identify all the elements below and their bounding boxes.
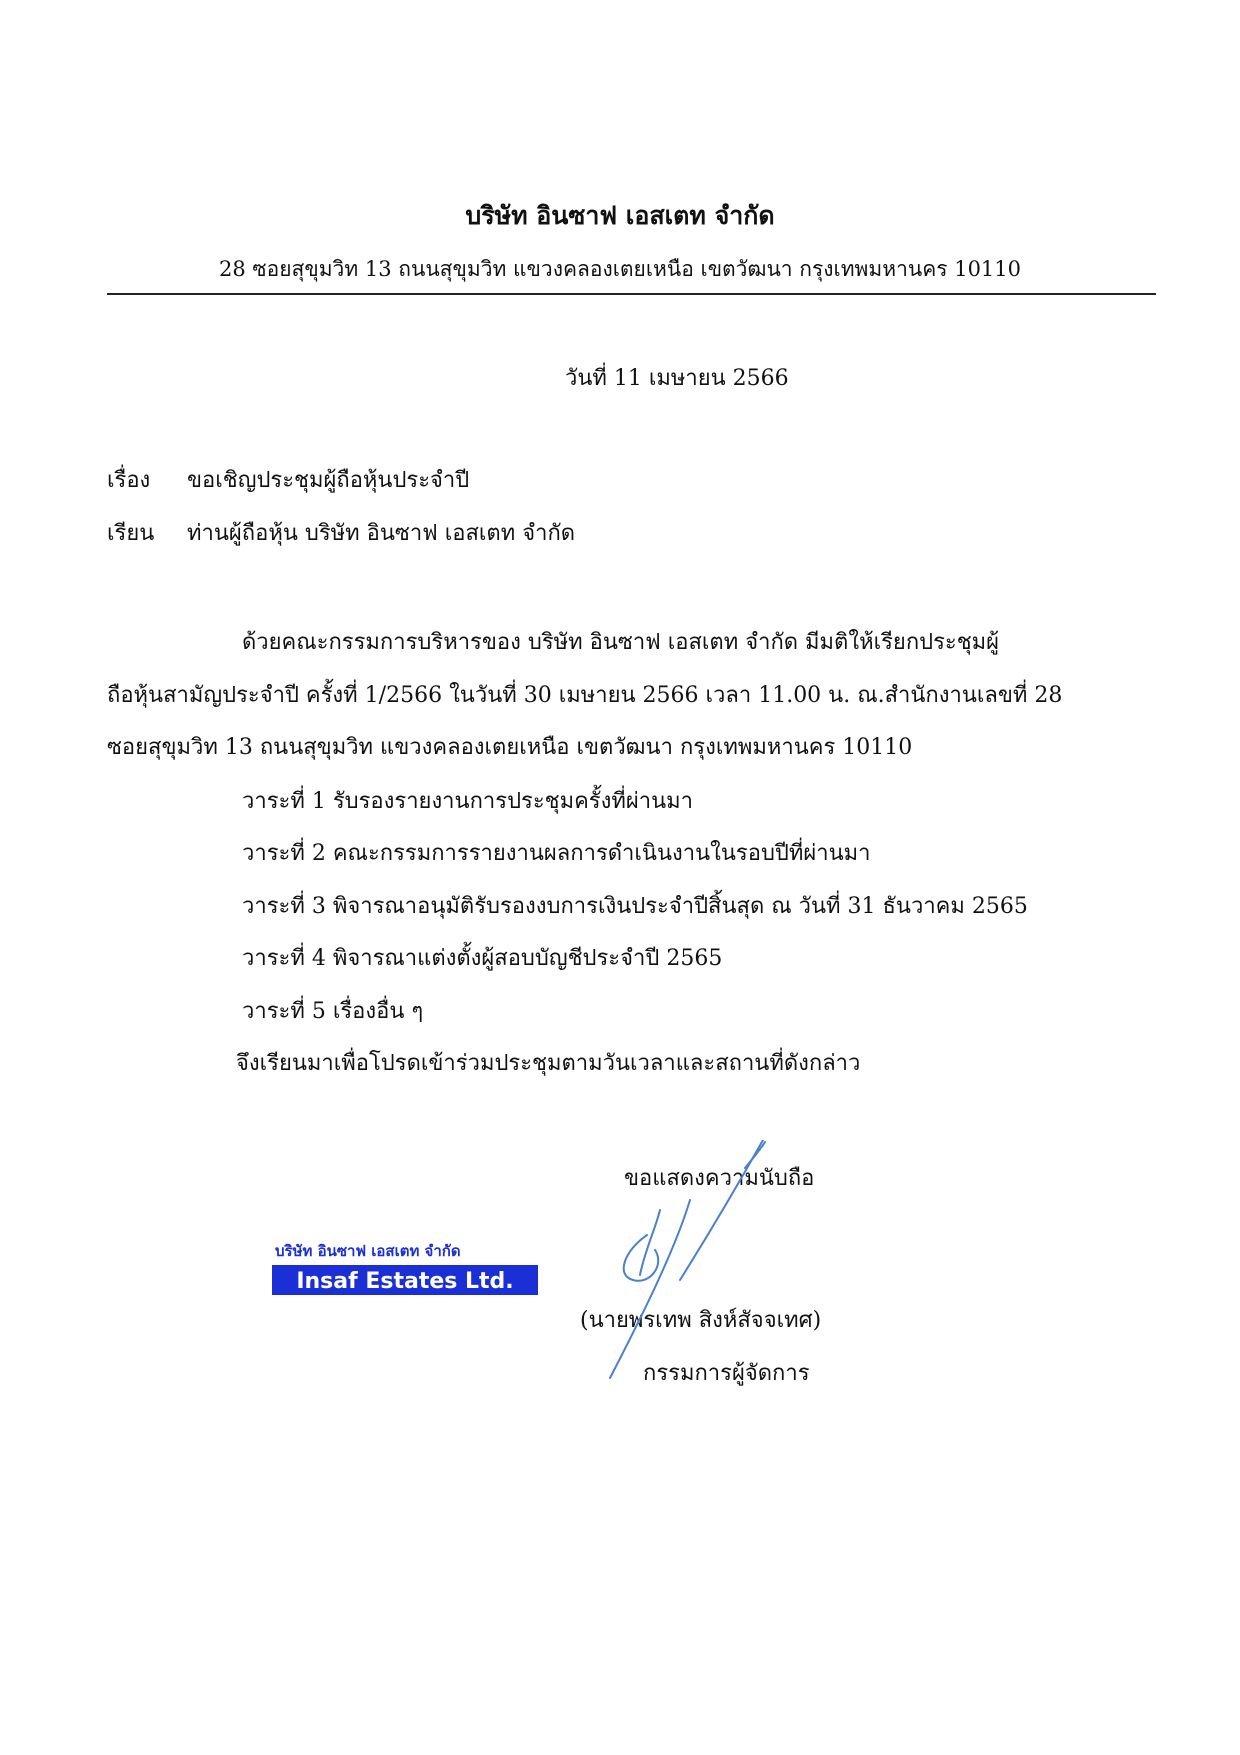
agenda-item-3: วาระที่ 3 พิจารณาอนุมัติรับรองงบการเงินประจำปีสิ้นสุด ณ วันที่ 31 ธันวาคม 2565 xyxy=(242,894,1028,919)
closing-line: จึงเรียนมาเพื่อโปรดเข้าร่วมประชุมตามวันเวลาและสถานที่ดังกล่าว xyxy=(236,1051,861,1076)
agenda-item-2: วาระที่ 2 คณะกรรมการรายงานผลการดำเนินงานในรอบปีที่ผ่านมา xyxy=(242,841,871,866)
signer-title: กรรมการผู้จัดการ xyxy=(643,1361,810,1386)
recipient-text: ท่านผู้ถือหุ้น บริษัท อินซาฟ เอสเตท จำกัด xyxy=(187,521,576,546)
stamp-english-text: Insaf Estates Ltd. xyxy=(296,1269,514,1294)
signature-regards: ขอแสดงความนับถือ xyxy=(624,1166,815,1191)
company-address: 28 ซอยสุขุมวิท 13 ถนนสุขุมวิท แขวงคลองเตยเหนือ เขตวัฒนา กรุงเทพมหานคร 10110 xyxy=(218,257,1022,281)
handwritten-signature xyxy=(585,1140,805,1380)
subject-text: ขอเชิญประชุมผู้ถือหุ้นประจำปี xyxy=(187,468,470,493)
letter-date: วันที่ 11 เมษายน 2566 xyxy=(565,366,789,391)
recipient-row xyxy=(107,515,575,550)
agenda-item-4: วาระที่ 4 พิจารณาแต่งตั้งผู้สอบบัญชีประจำปี 2565 xyxy=(242,946,723,971)
body-line-2: ถือหุ้นสามัญประจำปี ครั้งที่ 1/2566 ในวันที่ 30 เมษายน 2566 เวลา 11.00 น. ณ.สำนักงานเลขที่ 28 xyxy=(107,683,1063,708)
signer-name: (นายพรเทพ สิงห์สัจจเทศ) xyxy=(580,1308,822,1333)
recipient-label: เรียน xyxy=(107,521,155,546)
subject-row xyxy=(107,462,469,497)
agenda-item-1: วาระที่ 1 รับรองรายงานการประชุมครั้งที่ผ่านมา xyxy=(242,789,694,814)
stamp-thai-text: บริษัท อินซาฟ เอสเตท จำกัด xyxy=(275,1242,461,1260)
body-line-1: ด้วยคณะกรรมการบริหารของ บริษัท อินซาฟ เอสเตท จำกัด มีมติให้เรียกประชุมผู้ xyxy=(242,630,1000,655)
body-line-3: ซอยสุขุมวิท 13 ถนนสุขุมวิท แขวงคลองเตยเหนือ เขตวัฒนา กรุงเทพมหานคร 10110 xyxy=(107,735,913,760)
company-stamp xyxy=(272,1237,538,1297)
agenda-item-5: วาระที่ 5 เรื่องอื่น ๆ xyxy=(242,999,424,1024)
company-name: บริษัท อินซาฟ เอสเตท จำกัด xyxy=(465,201,775,230)
subject-label: เรื่อง xyxy=(107,468,151,493)
header-divider xyxy=(107,293,1156,295)
